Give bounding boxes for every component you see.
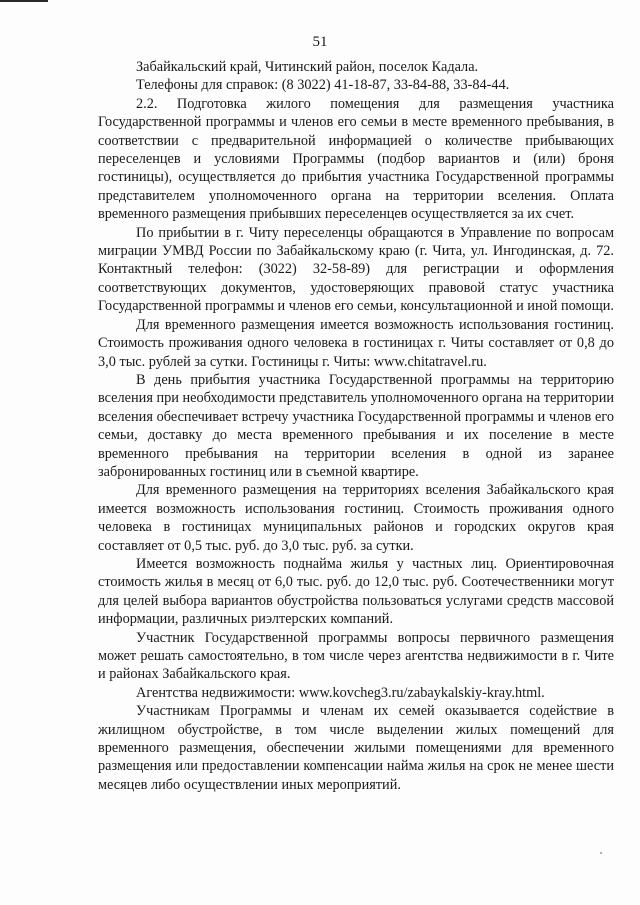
scan-speck [600, 852, 602, 854]
paragraph-hotels-region: Для временного размещения на территориях вселения Забайкальского края имеется возможность использования гостиниц. Стоимость проживания одного человека в гостиницах муниципальных районов и городских округов края составляет от 0,5 тыс. руб. до 3,0 тыс. руб. за сутки. [98, 482, 614, 554]
paragraph-private-rent: Имеется возможность поднайма жилья у частных лиц. Ориентировочная стоимость жилья в месяц от 6,0 тыс. руб. до 12,0 тыс. руб. Соотечественники могут для целей выбора вариантов обустройства пользоваться услугами средств массовой информации, различных риэлтерских компаний. [98, 555, 614, 628]
paragraph-section-2-2: 2.2. Подготовка жилого помещения для размещения участника Государственной программы и членов его семьи в месте временного пребывания, в соответствии с предварительной информацией о количестве прибывающих переселенцев и условиями Программы (подбор вариантов и (или) броня гостиницы), осуществляется до прибытия участника Государственной программы представителем уполномоченного органа на территории вселения. Оплата временного размещения прибывших переселенцев осуществляется за их счет. [98, 95, 614, 223]
paragraph-self-placement: Участник Государственной программы вопросы первичного размещения может решать самостоятельно, в том числе через агентства недвижимости в г. Чите и районах Забайкальского края. [98, 629, 614, 683]
paragraph-agencies: Агентства недвижимости: www.kovcheg3.ru/zabaykalskiy-kray.html. [136, 684, 545, 701]
paragraph-housing-assistance: Участникам Программы и членам их семей оказывается содействие в жилищном обустройстве, в том числе выделении жилых помещений для временного размещения, обеспечении жилыми помещениями для временного размещения или предоставлении компенсации найма жилья на срок не менее шести месяцев либо осуществлении иных мероприятий. [98, 703, 614, 793]
paragraph-arrival-day: В день прибытия участника Государственной программы на территорию вселения при необходимости представитель уполномоченного органа на территории вселения обеспечивает встречу участника Государственной программы и членов его семьи, доставку до места временного пребывания и их поселение в месте временного пребывания на территории вселения в одной из заранее забронированных гостиниц или в съемной квартире. [98, 371, 614, 480]
paragraph-phones: Телефоны для справок: (8 3022) 41-18-87, 33-84-88, 33-84-44. [136, 77, 510, 94]
paragraph-address: Забайкальский край, Читинский район, поселок Кадала. [136, 59, 479, 75]
paragraph-arrival-chita: По прибытии в г. Читу переселенцы обращаются в Управление по вопросам миграции УМВД России по Забайкальскому краю (г. Чита, ул. Ингодинская, д. 72. Контактный телефон: (3022) 32-58-89) для регистрации и оформления соответствующих документов, удостоверяющих правовой статус участника Государственной программы и членов его семьи, консультационной и иной помощи. [98, 224, 614, 315]
paragraph-hotels-chita: Для временного размещения имеется возможность использования гостиниц. Стоимость проживания одного человека в гостиницах г. Читы составляет от 0,8 до 3,0 тыс. рублей за сутки. Гостиницы г. Читы: www.chitatravel.ru. [98, 316, 614, 370]
top-edge-rule [0, 0, 48, 2]
document-body [98, 58, 614, 794]
page-number: 51 [312, 34, 328, 50]
